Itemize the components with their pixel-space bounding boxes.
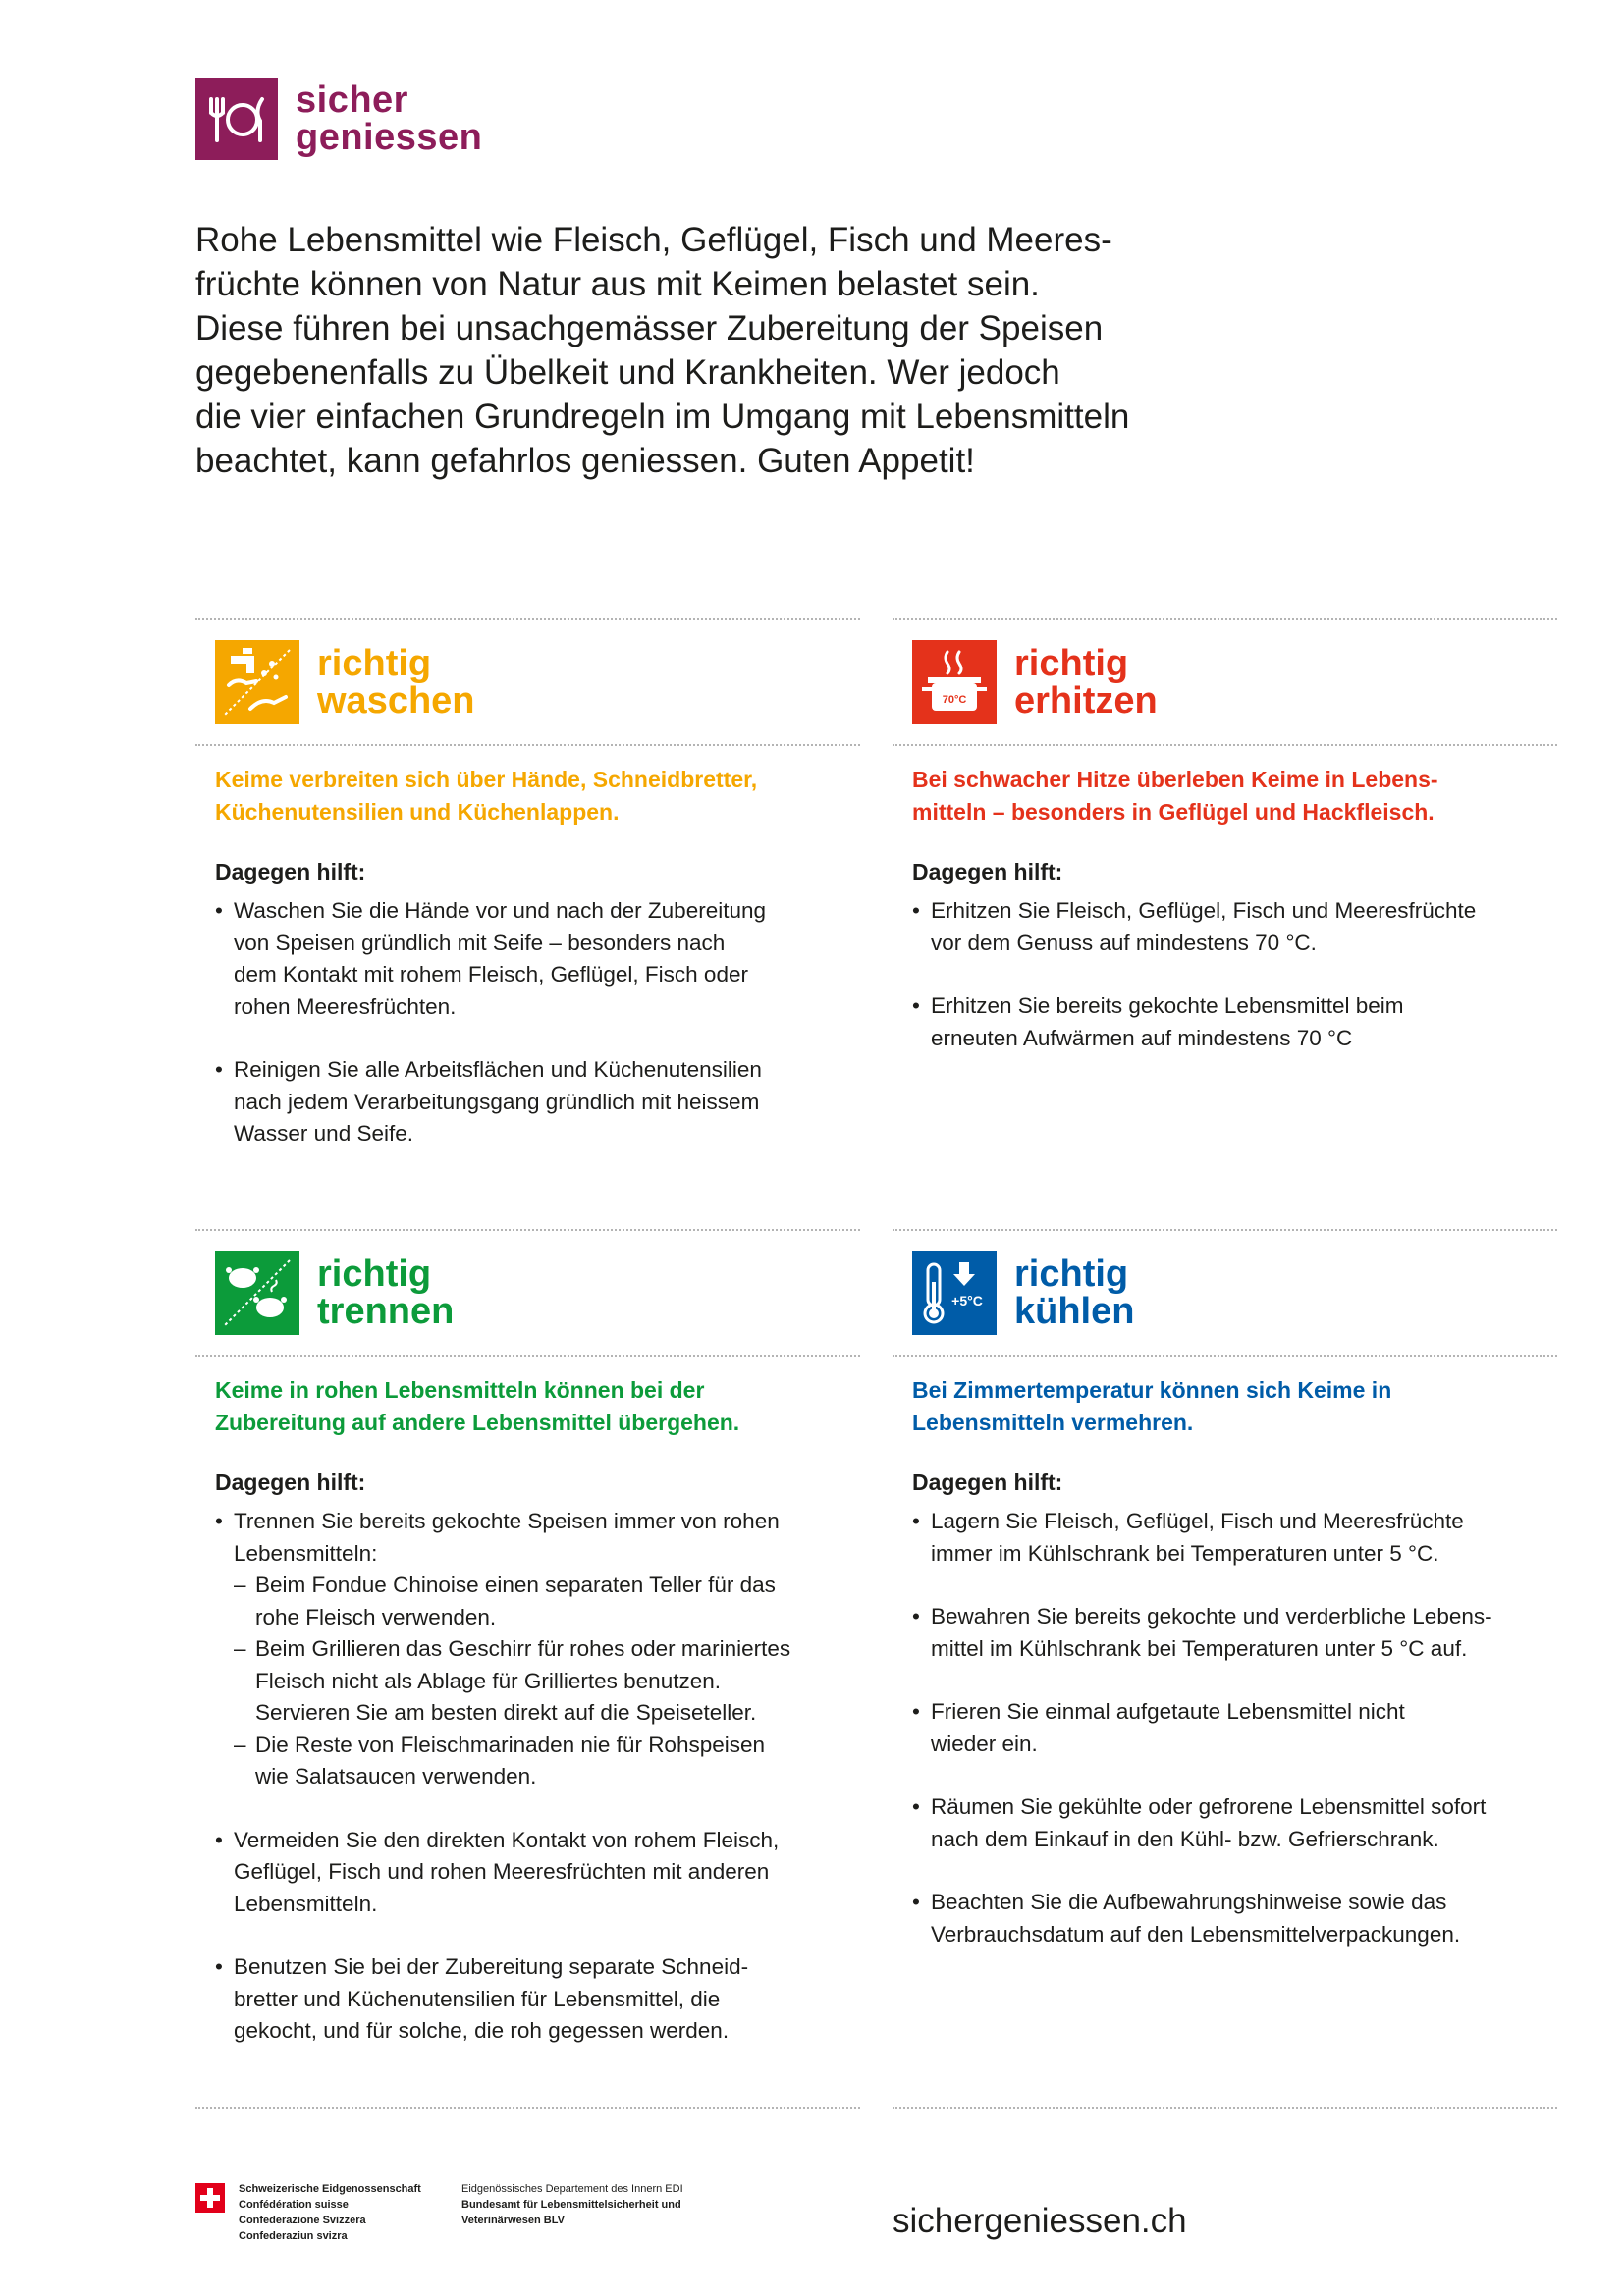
text-line: Geflügel, Fisch und rohen Meeresfrüchten mit anderen [234,1859,770,1884]
card-lead [215,764,860,828]
card-title-line2: kühlen [1014,1291,1135,1332]
confed-line: Confédération suisse [239,2199,349,2211]
text-line: • Reinigen Sie alle Arbeitsflächen und Küchenutensilien [234,1057,762,1082]
text-line: • Räumen Sie gekühlte oder gefrorene Lebensmittel sofort [931,1794,1487,1819]
lead-line: Lebensmitteln vermehren. [912,1410,1194,1435]
list-item [912,990,1557,1054]
lead-line: Bei Zimmertemperatur können sich Keime in [912,1377,1392,1403]
card-title-line1: richtig [1014,1254,1129,1295]
card-lead [215,1374,860,1439]
help-heading: Dagegen hilft: [912,859,1063,884]
help-heading: Dagegen hilft: [215,859,366,884]
intro-line: beachtet, kann gefahrlos geniessen. Guten Appetit! [195,442,975,480]
swiss-flag-icon [195,2183,225,2213]
sub-list-item [234,1570,860,1633]
text-line: vor dem Genuss auf mindestens 70 °C. [931,930,1317,955]
text-line: erneuten Aufwärmen auf mindestens 70 °C [931,1025,1353,1050]
sub-list-item [234,1633,860,1730]
card-title-line1: richtig [317,1254,432,1295]
bullet-list [215,895,860,1150]
text-line: Verbrauchsdatum auf den Lebensmittelverpackungen. [931,1921,1461,1947]
confed-line: Confederaziun svizra [239,2230,348,2242]
card-title-line2: erhitzen [1014,680,1158,721]
pot-temp-label: 70°C [942,694,967,706]
text-line: – Beim Fondue Chinoise einen separaten Teller für das [255,1573,776,1597]
chicken-separate-icon [215,1251,299,1335]
text-line: immer im Kühlschrank bei Temperaturen unter 5 °C. [931,1540,1439,1566]
text-line: • Frieren Sie einmal aufgetaute Lebensmittel nicht [931,1699,1405,1724]
bottom-divider-right [893,2107,1557,2109]
lead-line: Bei schwacher Hitze überleben Keime in Lebens- [912,767,1438,792]
text-line: • Erhitzen Sie bereits gekochte Lebensmittel beim [931,993,1404,1018]
swiss-confederation-logo [195,2181,421,2244]
list-item [215,895,860,1023]
text-line: • Trennen Sie bereits gekochte Speisen immer von rohen [234,1509,780,1533]
card-wash [195,618,860,1182]
confed-line: Confederazione Svizzera [239,2215,366,2226]
plate-cutlery-icon [195,78,278,160]
list-item [912,895,1557,959]
intro-line: Rohe Lebensmittel wie Fleisch, Geflügel, Fisch und Meeres- [195,221,1112,259]
list-item [215,1054,860,1150]
text-line: Servieren Sie am besten direkt auf die Speiseteller. [255,1700,757,1725]
list-item [912,1506,1557,1570]
lead-line: Keime verbreiten sich über Hände, Schneidbretter, [215,767,758,792]
brand-logo [195,78,482,160]
lead-line: Zubereitung auf andere Lebensmittel übergehen. [215,1410,740,1435]
intro-line: Diese führen bei unsachgemässer Zubereitung der Speisen [195,309,1104,347]
thermometer-down-icon [912,1251,997,1335]
text-line: • Vermeiden Sie den direkten Kontakt von rohem Fleisch, [234,1827,780,1852]
text-line: – Beim Grillieren das Geschirr für rohes oder mariniertes [255,1636,791,1661]
text-line: nach jedem Verarbeitungsgang gründlich mit heissem [234,1089,760,1114]
text-line: nach dem Einkauf in den Kühl- bzw. Gefrierschrank. [931,1826,1439,1851]
brand-line1: sicher [296,80,408,121]
bullet-list [912,895,1557,1054]
card-title-line2: trennen [317,1291,455,1332]
text-line: • Beachten Sie die Aufbewahrungshinweise sowie das [931,1890,1447,1914]
text-line: • Bewahren Sie bereits gekochte und verderbliche Lebens- [931,1604,1492,1629]
text-line: • Benutzen Sie bei der Zubereitung separate Schneid- [234,1954,749,1979]
list-item [215,1951,860,2048]
website-link[interactable]: sichergeniessen.ch [893,2202,1187,2240]
intro-paragraph [195,218,1236,483]
intro-line: die vier einfachen Grundregeln im Umgang mit Lebensmitteln [195,398,1130,436]
lead-line: Küchenutensilien und Küchenlappen. [215,799,620,825]
lead-line: Keime in rohen Lebensmitteln können bei der [215,1377,705,1403]
card-title-line2: waschen [317,680,475,721]
text-line: rohen Meeresfrüchten. [234,993,457,1019]
card-title-line1: richtig [1014,643,1129,684]
text-line: wieder ein. [931,1731,1038,1756]
text-line: Wasser und Seife. [234,1121,413,1146]
card-lead [912,1374,1557,1439]
text-line: • Erhitzen Sie Fleisch, Geflügel, Fisch und Meeresfrüchte [931,898,1477,923]
intro-line: früchte können von Natur aus mit Keimen belastet sein. [195,265,1040,303]
list-item [215,1506,860,1793]
confed-line: Schweizerische Eidgenossenschaft [239,2183,421,2195]
text-line: mittel im Kühlschrank bei Temperaturen unter 5 °C auf. [931,1635,1468,1661]
list-item [912,1696,1557,1760]
card-separate [195,1229,860,2079]
list-item [912,1887,1557,1950]
text-line: Fleisch nicht als Ablage für Grilliertes benutzen. [255,1668,721,1693]
help-heading: Dagegen hilft: [912,1469,1063,1495]
brand-line2: geniessen [296,117,483,158]
bullet-list [215,1506,860,2048]
text-line: bretter und Küchenutensilien für Lebensmittel, die [234,1986,721,2011]
card-heat [893,618,1557,1086]
intro-line: gegebenenfalls zu Übelkeit und Krankheiten. Wer jedoch [195,353,1060,392]
text-line: von Speisen gründlich mit Seife – besonders nach [234,930,726,955]
card-cool [893,1229,1557,1982]
dept-line: Eidgenössisches Departement des Innern EDI [461,2183,683,2195]
bullet-list [912,1506,1557,1950]
card-title-line1: richtig [317,643,432,684]
cooking-pot-icon [912,640,997,724]
text-line: • Waschen Sie die Hände vor und nach der Zubereitung [234,898,766,923]
list-item [912,1791,1557,1855]
thermo-temp-label: +5°C [951,1293,983,1308]
text-line: wie Salatsaucen verwenden. [255,1764,537,1789]
help-heading: Dagegen hilft: [215,1469,366,1495]
sub-list [234,1570,860,1793]
dept-line: Veterinärwesen BLV [461,2215,565,2226]
text-line: Lebensmitteln: [234,1540,378,1566]
list-item [912,1601,1557,1665]
text-line: Lebensmitteln. [234,1891,378,1916]
bottom-divider-left [195,2107,860,2109]
department-text [461,2181,683,2228]
text-line: rohe Fleisch verwenden. [255,1604,497,1629]
text-line: gekocht, und für solche, die roh gegessen werden. [234,2018,730,2043]
text-line: – Die Reste von Fleischmarinaden nie für Rohspeisen [255,1732,766,1757]
text-line: dem Kontakt mit rohem Fleisch, Geflügel, Fisch oder [234,962,748,987]
card-lead [912,764,1557,828]
sub-list-item [234,1730,860,1793]
faucet-hands-icon [215,640,299,724]
text-line: • Lagern Sie Fleisch, Geflügel, Fisch und Meeresfrüchte [931,1509,1464,1533]
lead-line: mitteln – besonders in Geflügel und Hackfleisch. [912,799,1435,825]
list-item [215,1825,860,1921]
dept-line: Bundesamt für Lebensmittelsicherheit und [461,2199,681,2211]
